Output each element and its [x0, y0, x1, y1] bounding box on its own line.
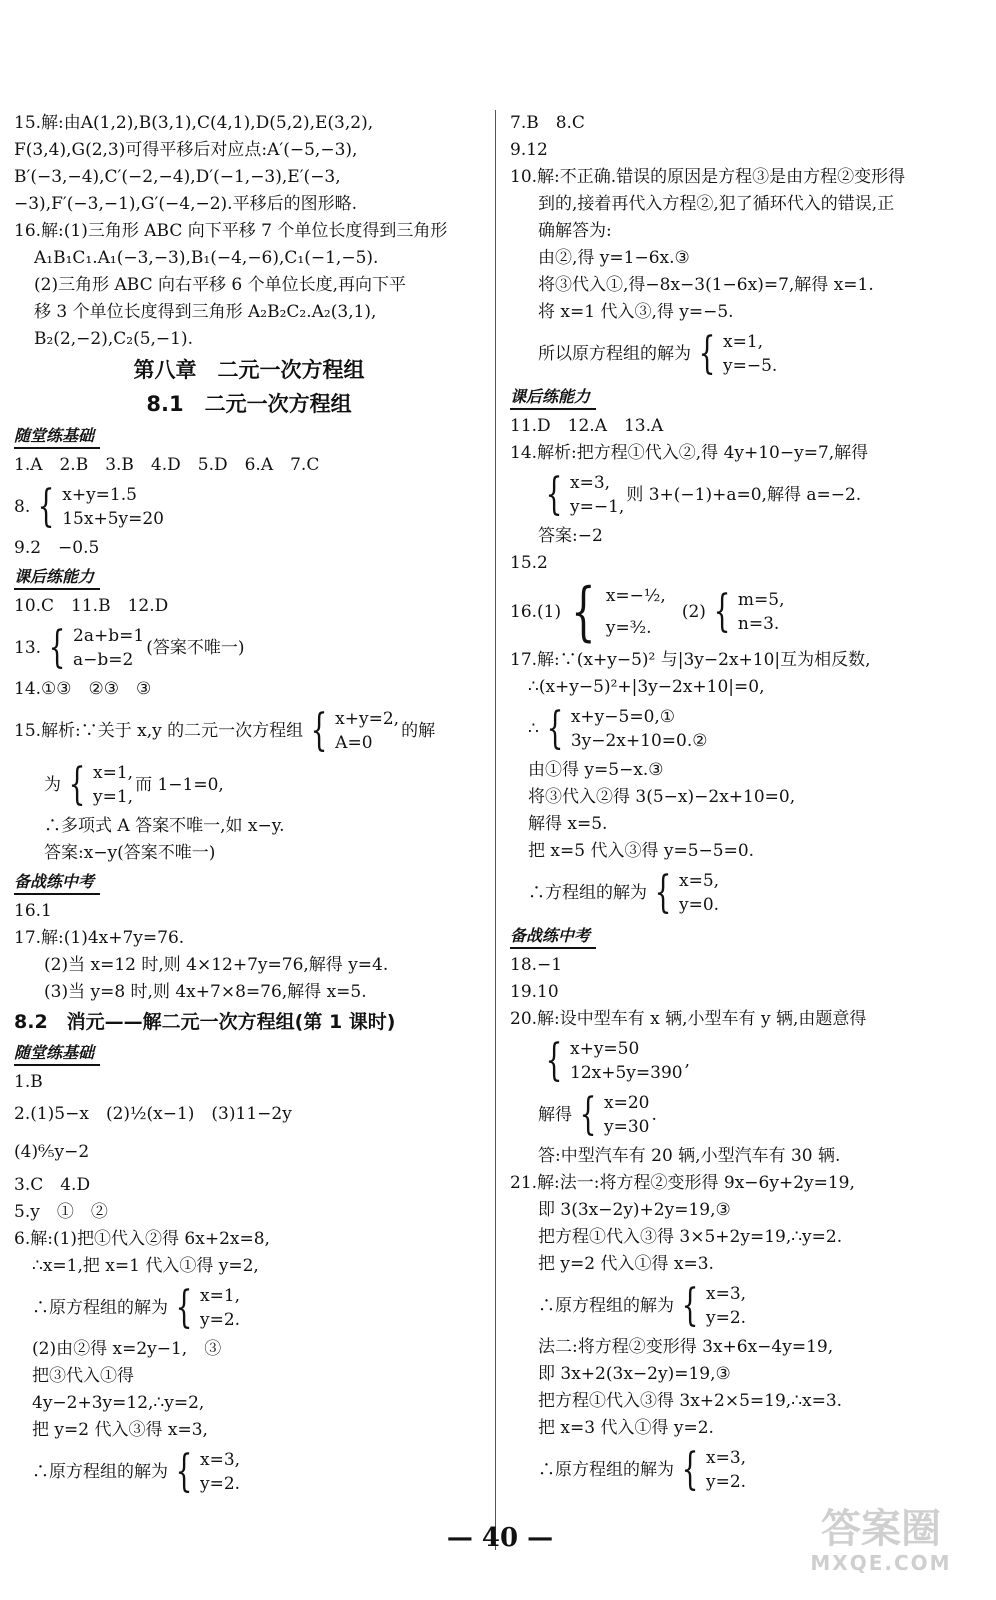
equation-system: { x+y=50 12x+5y=390: [545, 1035, 683, 1086]
system-row: y=2.: [706, 1472, 747, 1492]
answer-19: 19.10: [510, 982, 559, 1002]
answer-10-line6: 将 x=1 代入③,得 y=−5.: [538, 302, 734, 322]
equation-system: { x=1, y=1,: [68, 759, 134, 810]
system-row: x+y−5=0,①: [570, 707, 676, 727]
b-answer-5: 5.y ① ②: [14, 1202, 108, 1222]
chapter-title: 第八章 二元一次方程组: [133, 358, 365, 382]
system-row: x=3,: [706, 1448, 747, 1468]
answer-17-line3: (3)当 y=8 时,则 4x+7×8=76,解得 x=5.: [44, 982, 367, 1002]
answer-14-line1: 14.解析:把方程①代入②,得 4y+10−y=7,解得: [510, 443, 869, 463]
equation-system: { x+y−5=0,① 3y−2x+10=0.②: [546, 703, 708, 754]
answer-15-line4: 答案:x−y(答案不唯一): [44, 843, 216, 863]
q16-line4: 移 3 个单位长度得到三角形 A₂B₂C₂.A₂(3,1),: [34, 302, 377, 322]
b-answer-6-line6: 4y−2+3y=12,∴y=2,: [32, 1393, 205, 1413]
section-8-1-title: 8.1 二元一次方程组: [146, 392, 352, 416]
watermark-text: 答案圈: [821, 1506, 941, 1552]
answer-21-solution2: [510, 1444, 982, 1496]
equation-system: { x=5, y=0.: [654, 867, 720, 918]
b-answer-6-line7: 把 y=2 代入③得 x=3,: [32, 1420, 208, 1440]
q15-line1: 15.解:由A(1,2),B(3,1),C(4,1),D(5,2),E(3,2),: [14, 113, 374, 133]
answer-14-text: 则 3+(−1)+a=0,解得 a=−2.: [626, 485, 862, 505]
system-row: 15x+5y=20: [62, 509, 164, 529]
solution-label: ∴原方程组的解为: [538, 1460, 674, 1480]
answer-15-line1: [14, 705, 484, 757]
section-header-exam-prep: 备战练中考: [510, 925, 596, 949]
b-answer-6-line2: ∴x=1,把 x=1 代入①得 y=2,: [32, 1256, 259, 1276]
answer-17-line5: 将③代入②得 3(5−x)−2x+10=0,: [528, 787, 796, 807]
system-row: 3y−2x+10=0.②: [570, 731, 708, 751]
equation-system: { x+y=1.5 15x+5y=20: [37, 481, 164, 532]
section-header-practice-basic-2: 随堂练基础: [14, 1042, 100, 1066]
answer-16-part2: (2): [681, 602, 706, 622]
q16-line3: (2)三角形 ABC 向右平移 6 个单位长度,再向下平: [34, 275, 407, 295]
answer-17-line4: 由①得 y=5−x.③: [528, 760, 664, 780]
system-row: m=5,: [737, 590, 785, 610]
section-header-practice-basic: 随堂练基础: [14, 425, 100, 449]
equation-system: { x=3, y=2.: [681, 1280, 747, 1331]
equation-system: { m=5, n=3.: [713, 586, 785, 637]
answer-15-text: 15.解析:∵关于 x,y 的二元一次方程组: [14, 721, 304, 741]
q16-line1: 16.解:(1)三角形 ABC 向下平移 7 个单位长度得到三角形: [14, 221, 448, 241]
column-divider: [495, 110, 496, 1550]
q15-line2: F(3,4),G(2,3)可得平移后对应点:A′(−5,−3),: [14, 140, 358, 160]
answer-15-text: 的解: [401, 721, 436, 741]
answer-17-line2: (2)当 x=12 时,则 4×12+7y=76,解得 y=4.: [44, 955, 389, 975]
b-answer-1: 1.B: [14, 1072, 43, 1092]
answer-15-line3: ∴多项式 A 答案不唯一,如 x−y.: [44, 816, 285, 836]
equation-system: { x=3, y=−1,: [545, 469, 625, 520]
equation-system: { x=1, y=−5.: [698, 328, 778, 379]
system-row: y=2.: [200, 1474, 241, 1494]
solution-label: 所以原方程组的解为: [538, 344, 691, 364]
answer-13-number: 13.: [14, 638, 42, 658]
system-row: x=−½,: [605, 586, 666, 606]
system-row: y=−1,: [570, 497, 625, 517]
b-answers-3-4: 3.C 4.D: [14, 1175, 91, 1195]
equation-system: { 2a+b=1 a−b=2: [48, 622, 145, 673]
answer-21-method2-line3: 把方程①代入③得 3x+2×5=19,∴x=3.: [538, 1391, 843, 1411]
answer-15-line2: [14, 759, 484, 811]
answers-11-13: 11.D 12.A 13.A: [510, 416, 664, 436]
system-row: 12x+5y=390: [570, 1063, 683, 1083]
answer-20-conclusion: 答:中型汽车有 20 辆,小型汽车有 30 辆.: [538, 1146, 841, 1166]
answers-1-7: 1.A 2.B 3.B 4.D 5.D 6.A 7.C: [14, 455, 320, 475]
answer-16: 16.1: [14, 901, 52, 921]
system-row: x=20: [604, 1093, 650, 1113]
answer-16-number: 16.(1): [510, 602, 562, 622]
left-column: [14, 110, 484, 1500]
answer-17-system: [510, 703, 982, 755]
section-header-after-class: 课后练能力: [510, 386, 596, 410]
q16-line5: B₂(2,−2),C₂(5,−1).: [34, 329, 194, 349]
answer-14-line2: [510, 469, 982, 521]
equation-system: { x=20 y=30: [579, 1089, 650, 1140]
answer-10-line5: 将③代入①,得−8x−3(1−6x)=7,解得 x=1.: [538, 275, 874, 295]
answer-15: 15.2: [510, 553, 548, 573]
answer-10-line4: 由②,得 y=1−6x.③: [538, 248, 690, 268]
answer-21-line3: 把方程①代入③得 3×5+2y=19,∴y=2.: [538, 1227, 843, 1247]
solution-label: ∴原方程组的解为: [32, 1298, 168, 1318]
answer-15-text: 为: [44, 775, 61, 795]
answer-14-result: 答案:−2: [538, 526, 603, 546]
answer-10-line2: 到的,接着再代入方程②,犯了循环代入的错误,正: [538, 194, 895, 214]
right-column: [510, 110, 982, 1498]
equation-system: { x=3, y=2.: [681, 1444, 747, 1495]
solution-label: 解得: [538, 1105, 572, 1125]
answer-14: 14.①③ ②③ ③: [14, 679, 152, 699]
answers-7-8: 7.B 8.C: [510, 113, 585, 133]
answer-21-solution1: [510, 1280, 982, 1332]
therefore-symbol: ∴: [528, 719, 539, 739]
system-row: y=2.: [706, 1308, 747, 1328]
answer-10-line3: 确解答为:: [538, 221, 612, 241]
answer-9: 9.12: [510, 140, 548, 160]
b-answer-6-line1: 6.解:(1)把①代入②得 6x+2x=8,: [14, 1229, 270, 1249]
answer-17-line6: 解得 x=5.: [528, 814, 608, 834]
system-row: x=3,: [200, 1450, 241, 1470]
system-row: n=3.: [737, 614, 780, 634]
equation-system: { x=1, y=2.: [175, 1282, 241, 1333]
page-number: — 40 —: [446, 1523, 554, 1553]
solution-label: ∴方程组的解为: [528, 883, 647, 903]
answer-8-number: 8.: [14, 497, 31, 517]
system-row: y=30: [604, 1117, 650, 1137]
system-row: x+y=1.5: [62, 485, 137, 505]
answer-8: [14, 481, 484, 533]
answer-21-line4: 把 y=2 代入①得 x=3.: [538, 1254, 714, 1274]
system-row: y=0.: [679, 895, 720, 915]
answer-16: [510, 575, 982, 649]
punctuation: .: [651, 1105, 657, 1125]
system-row: x+y=50: [570, 1039, 640, 1059]
equation-system: { x+y=2, A=0: [310, 705, 400, 756]
answer-10-solution: [510, 328, 982, 380]
system-row: A=0: [335, 733, 373, 753]
system-row: x=3,: [570, 473, 611, 493]
system-row: y=2.: [200, 1310, 241, 1330]
equation-system: { x=3, y=2.: [175, 1446, 241, 1497]
answer-9: 9.2 −0.5: [14, 538, 100, 558]
system-row: y=³⁄₂.: [605, 618, 652, 638]
system-row: x=1,: [200, 1286, 241, 1306]
answer-20-solution: [510, 1089, 982, 1141]
b-answer-2-part4: (4)⁶⁄₅y−2: [14, 1142, 90, 1162]
section-header-exam-prep: 备战练中考: [14, 871, 100, 895]
system-row: x=1,: [723, 332, 764, 352]
answer-13-note: (答案不唯一): [146, 638, 245, 658]
answer-17-line2: ∴(x+y−5)²+|3y−2x+10|=0,: [528, 677, 765, 697]
answer-20-line1: 20.解:设中型车有 x 辆,小型车有 y 辆,由题意得: [510, 1009, 867, 1029]
system-row: a−b=2: [73, 650, 134, 670]
answer-17-line7: 把 x=5 代入③得 y=5−5=0.: [528, 841, 755, 861]
answer-21-line2: 即 3(3x−2y)+2y=19,③: [538, 1200, 731, 1220]
answer-20-system: [510, 1035, 982, 1087]
b-answer-6-line4: (2)由②得 x=2y−1, ③: [32, 1339, 222, 1359]
system-row: x=1,: [93, 763, 134, 783]
watermark-logo: [786, 1506, 976, 1586]
answer-10-line1: 10.解:不正确.错误的原因是方程③是由方程②变形得: [510, 167, 906, 187]
answer-15-text: 而 1−1=0,: [135, 775, 224, 795]
answer-21-method2-line1: 法二:将方程②变形得 3x+6x−4y=19,: [538, 1337, 834, 1357]
watermark-url: MXQE.COM: [810, 1551, 952, 1575]
solution-label: ∴原方程组的解为: [538, 1296, 674, 1316]
answer-21-method2-line4: 把 x=3 代入①得 y=2.: [538, 1418, 714, 1438]
system-row: x=3,: [706, 1284, 747, 1304]
b-answer-6-line5: 把③代入①得: [32, 1366, 134, 1386]
b-answer-2: 2.(1)5−x (2)½(x−1) (3)11−2y: [14, 1104, 292, 1124]
system-row: x+y=2,: [335, 709, 400, 729]
section-header-after-class: 课后练能力: [14, 566, 100, 590]
answer-17-line1: 17.解:(1)4x+7y=76.: [14, 928, 185, 948]
b-answer-6-solution2: [14, 1446, 484, 1498]
answers-10-12: 10.C 11.B 12.D: [14, 596, 169, 616]
system-row: 2a+b=1: [73, 626, 145, 646]
answer-17-line1: 17.解:∵(x+y−5)² 与|3y−2x+10|互为相反数,: [510, 650, 871, 670]
answer-18: 18.−1: [510, 955, 563, 975]
system-row: x=5,: [679, 871, 720, 891]
answer-17-solution: [510, 867, 982, 919]
system-row: y=1,: [93, 787, 134, 807]
answer-21-line1: 21.解:法一:将方程②变形得 9x−6y+2y=19,: [510, 1173, 855, 1193]
punctuation: ,: [684, 1051, 690, 1071]
section-8-2-title: 8.2 消元——解二元一次方程组(第 1 课时): [14, 1011, 396, 1033]
q15-line3: B′(−3,−4),C′(−2,−4),D′(−1,−3),E′(−3,: [14, 167, 341, 187]
answer-21-method2-line2: 即 3x+2(3x−2y)=19,③: [538, 1364, 731, 1384]
q16-line2: A₁B₁C₁.A₁(−3,−3),B₁(−4,−6),C₁(−1,−5).: [34, 248, 379, 268]
b-answer-6-solution1: [14, 1282, 484, 1334]
equation-system: { x=−½, y=³⁄₂.: [571, 575, 666, 649]
system-row: y=−5.: [723, 356, 778, 376]
q15-line4: −3),F′(−3,−1),G′(−4,−2).平移后的图形略.: [14, 194, 357, 214]
answer-13: [14, 622, 484, 674]
solution-label: ∴原方程组的解为: [32, 1462, 168, 1482]
